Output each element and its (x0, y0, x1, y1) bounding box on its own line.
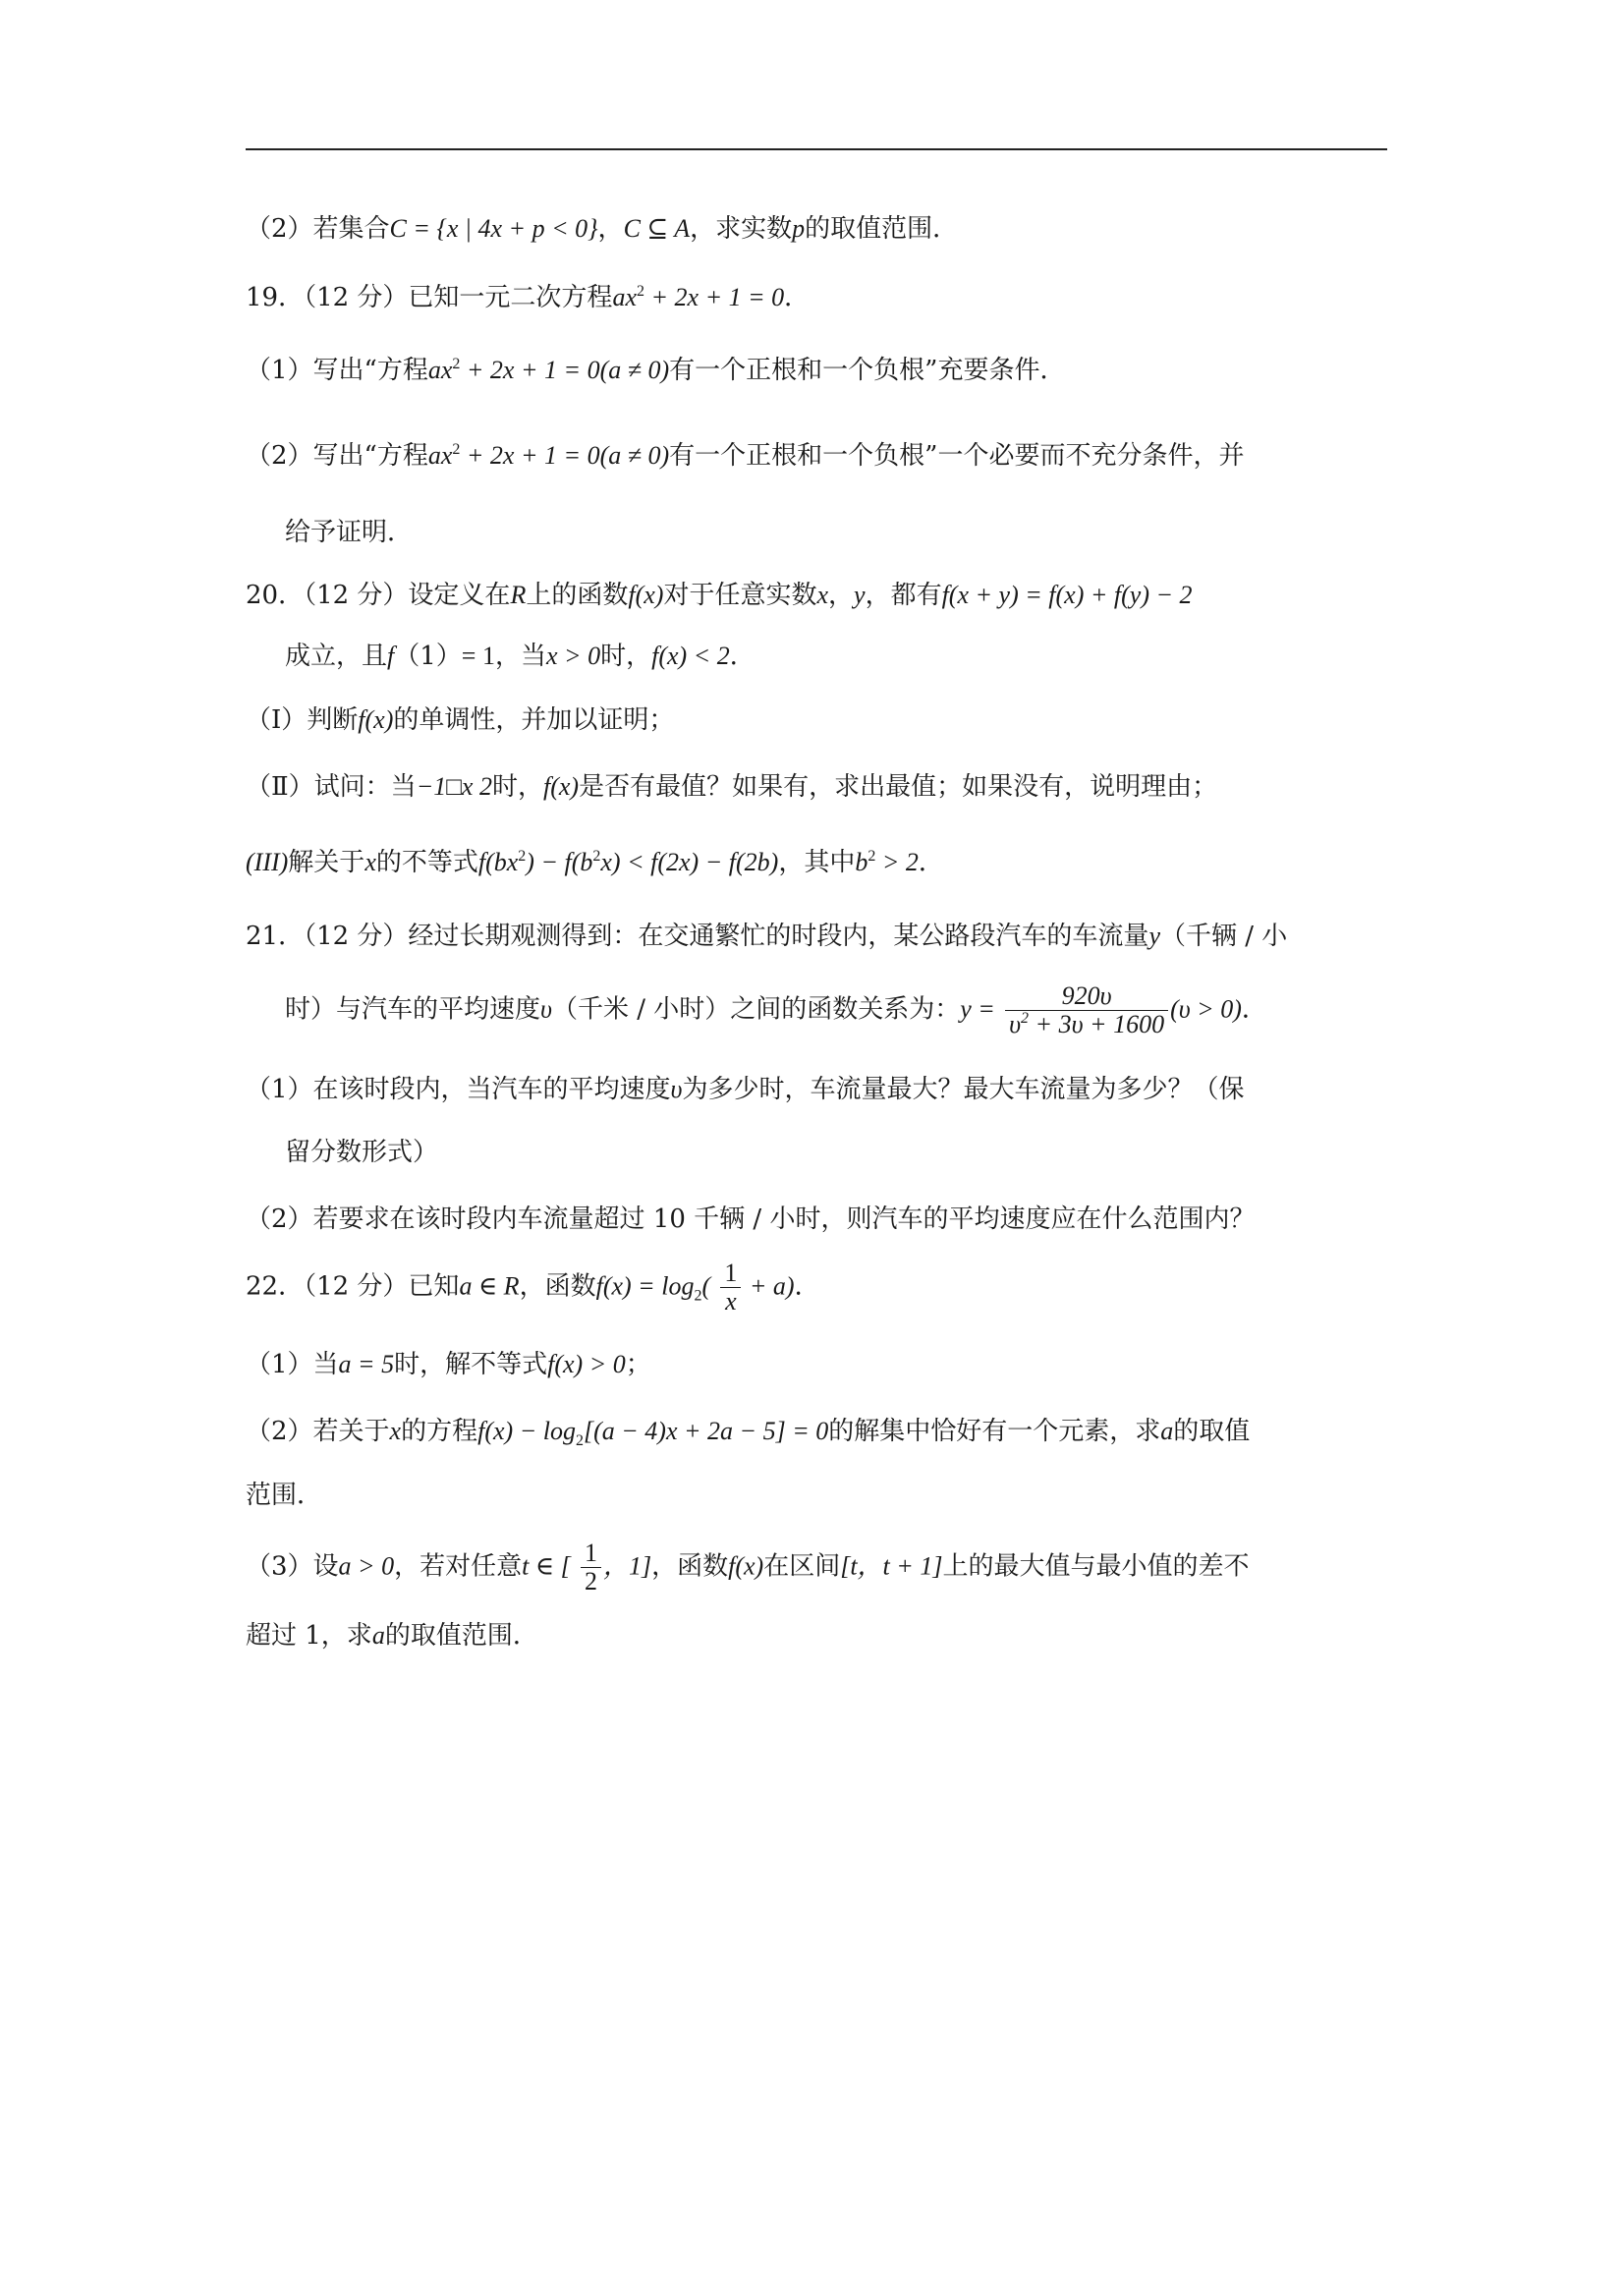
q21-part1-cont: 留分数形式） (285, 1138, 439, 1167)
q22-part2-cont: 范围． (246, 1481, 323, 1510)
q21-stem: 21．（12 分）经过长期观测得到：在交通繁忙的时段内，某公路段汽车的车流量y（千辆 / 小 (246, 922, 1288, 951)
q18-part2: （2）若集合C = {x | 4x + p < 0}，C ⊆ A，求实数p的取值范围． (246, 214, 959, 244)
q22-part3-cont: 超过 1，求a的取值范围． (246, 1621, 538, 1651)
speed-flow-fraction: $\frac{920\upsilon}{\upsilon^2 + 3\upsilon + 1600}$ (1005, 982, 1168, 1038)
q22-part3: （3）设a > 0，若对任意t ∈ [ $\frac{1}{2}$ ，1]，函数f(x)在区间[t，t + 1]上的最大值与最小值的差不 (246, 1539, 1250, 1596)
q22-stem: 22．（12 分）已知a ∈ R，函数$f(x) = \log_2$( $\frac{1}{x}$ + a)． (246, 1259, 820, 1316)
q19-part2: （2）写出“方程$ax^2 + 2x + 1 = 0(a \ne 0)$有一个正根和一个负根”一个必要而不充分条件，并 (246, 441, 1245, 471)
q21-stem-cont: 时）与汽车的平均速度υ（千米 / 小时）之间的函数关系为：y = $\frac{920\upsilon}{\upsilon^2 + 3\upsilon + 1600}$ (υ > 0)． (285, 981, 1267, 1038)
q20-stem-cont: 成立，且f（1）= 1，当x > 0时，f(x) < 2． (285, 642, 756, 671)
reciprocal-fraction: $\frac{1}{x}$ (720, 1260, 741, 1316)
q22-part2: （2）若关于x的方程$f(x) - \log_2[(a - 4)x + 2a - 5] = 0$的解集中恰好有一个元素，求a的取值 (246, 1417, 1251, 1449)
q19-stem: 19．（12 分）已知一元二次方程$ax^2 + 2x + 1 = 0$． (246, 283, 811, 312)
header-rule (246, 148, 1387, 150)
q19-part2-cont: 给予证明． (285, 518, 414, 547)
q21-part2: （2）若要求在该时段内车流量超过 10 千辆 / 小时，则汽车的平均速度应在什么范围内？ (246, 1204, 1256, 1234)
q20-stem: 20．（12 分）设定义在R上的函数f(x)对于任意实数x，y，都有f(x + y) = f(x) + f(y) − 2 (246, 581, 1193, 610)
q19-part1: （1）写出“方程$ax^2 + 2x + 1 = 0(a \ne 0)$有一个正根和一个负根”充要条件． (246, 356, 1066, 385)
q20-part3: (III)解关于x的不等式$f(bx^2) - f(b^2x) < f(2x) - f(2b)$，其中$b^2 > 2$． (246, 848, 944, 877)
q20-part1: （Ⅰ）判断f(x)的单调性，并加以证明； (246, 705, 675, 735)
half-fraction: $\frac{1}{2}$ (581, 1540, 601, 1596)
q22-part1: （1）当a = 5时，解不等式f(x) > 0； (246, 1350, 651, 1379)
q21-part1: （1）在该时段内，当汽车的平均速度υ为多少时，车流量最大？最大车流量为多少？（保 (246, 1075, 1245, 1104)
q20-part2: （Ⅱ）试问：当−1□x 2时，f(x)是否有最值？如果有，求出最值；如果没有，说明理由； (246, 772, 1218, 802)
